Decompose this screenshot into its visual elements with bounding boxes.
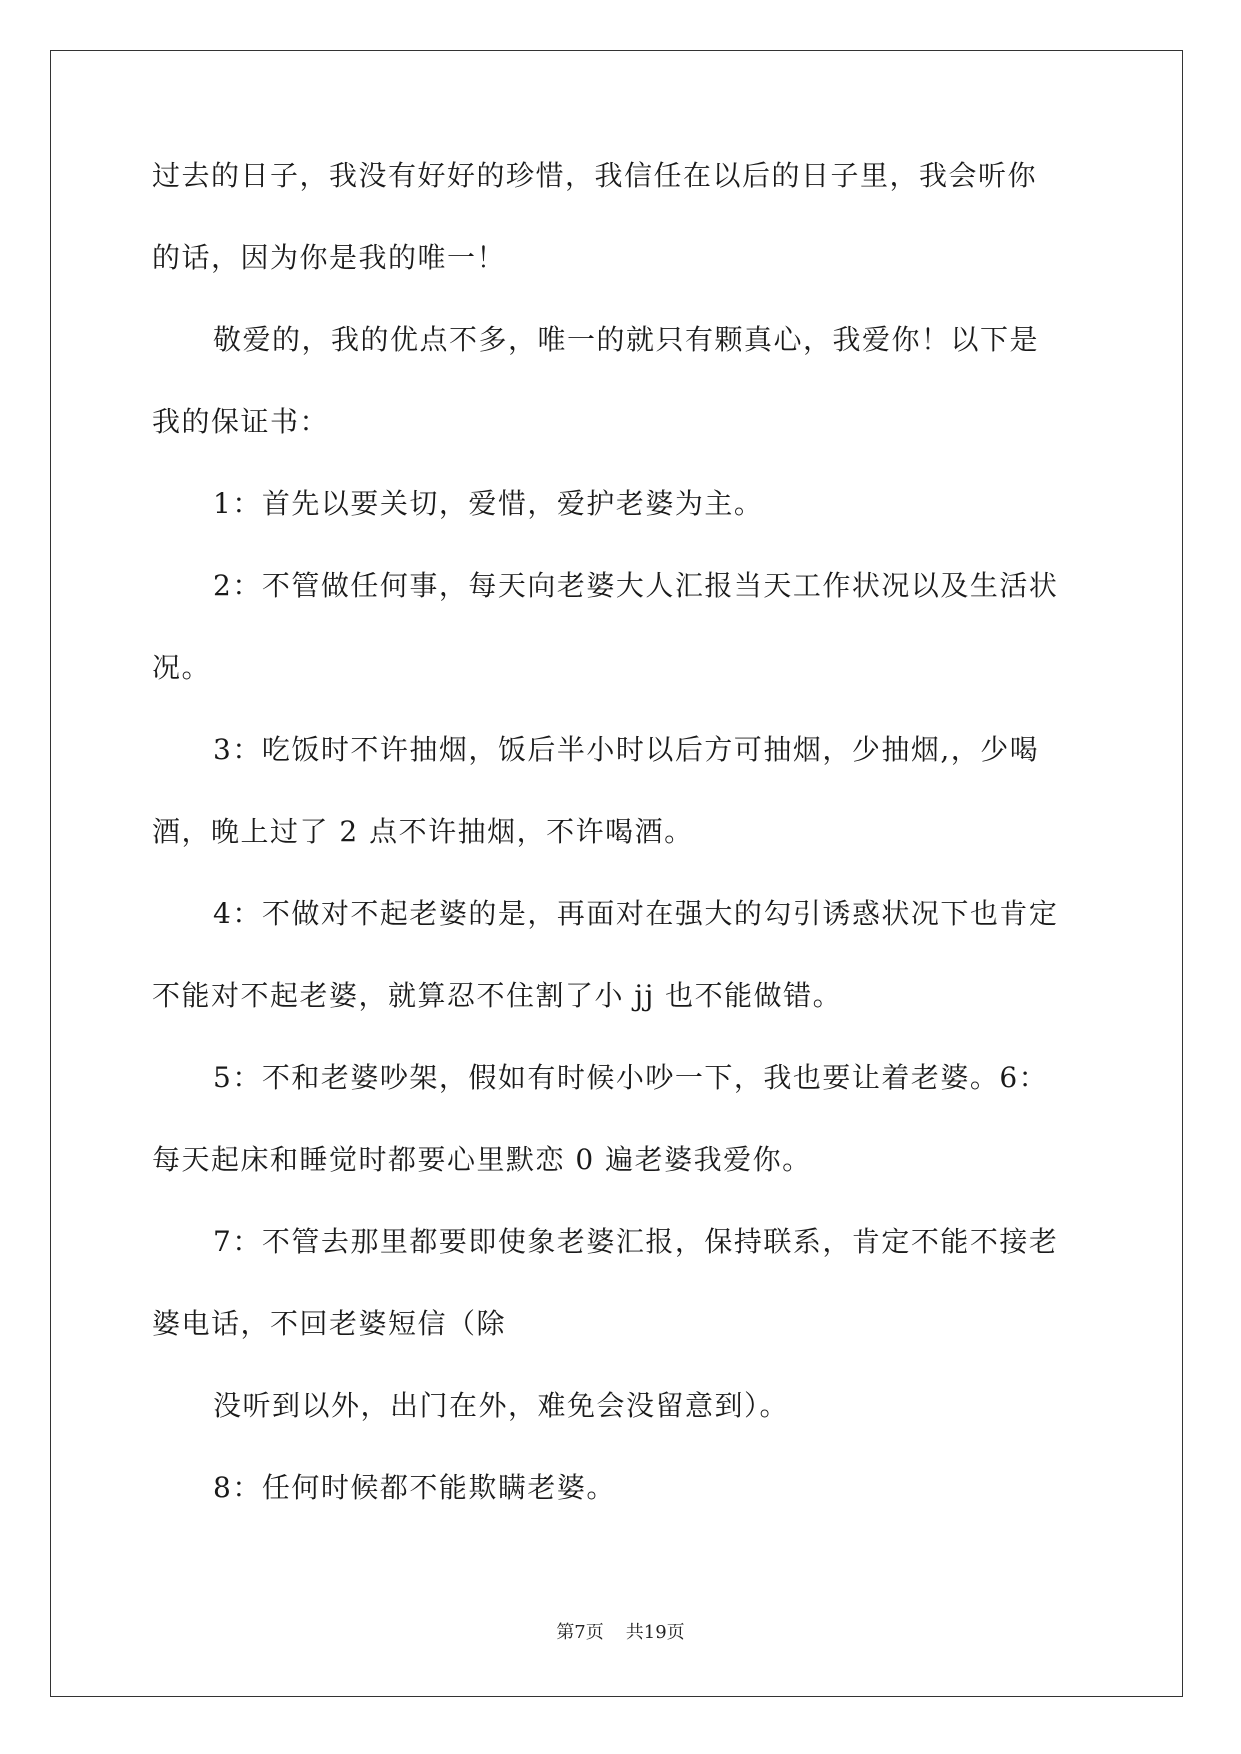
- text-line: 敬爱的，我的优点不多，唯一的就只有颗真心，我爱你！以下是: [213, 323, 1040, 356]
- text-line: 我的保证书：: [152, 405, 330, 438]
- page-footer: [0, 1618, 1241, 1644]
- text-line: 4：不做对不起老婆的是，再面对在强大的勾引诱惑状况下也肯定: [213, 897, 1059, 930]
- text-line: 的话，因为你是我的唯一！: [152, 241, 507, 274]
- text-line: 过去的日子，我没有好好的珍惜，我信任在以后的日子里，我会听你: [152, 159, 1038, 192]
- text-line: 婆电话，不回老婆短信（除: [152, 1307, 507, 1340]
- page-number: 第7页: [556, 1622, 604, 1643]
- text-line: 不能对不起老婆，就算忍不住割了小 jj 也不能做错。: [152, 979, 843, 1012]
- text-line: 1：首先以要关切，爱惜，爱护老婆为主。: [213, 487, 764, 520]
- text-line: 2：不管做任何事，每天向老婆大人汇报当天工作状况以及生活状: [213, 569, 1059, 602]
- text-line: 3：吃饭时不许抽烟，饭后半小时以后方可抽烟，少抽烟,，少喝: [213, 733, 1040, 766]
- document-body: [152, 159, 1092, 1556]
- text-line: 5：不和老婆吵架，假如有时候小吵一下，我也要让着老婆。6：: [213, 1061, 1049, 1094]
- text-line: 况。: [152, 651, 212, 684]
- text-line: 没听到以外，出门在外，难免会没留意到）。: [213, 1389, 790, 1422]
- page-total: 共19页: [625, 1622, 685, 1643]
- text-line: 每天起床和睡觉时都要心里默恋 0 遍老婆我爱你。: [152, 1143, 812, 1176]
- text-line: 酒，晚上过了 2 点不许抽烟，不许喝酒。: [152, 815, 694, 848]
- text-line: 7：不管去那里都要即使象老婆汇报，保持联系，肯定不能不接老: [213, 1225, 1059, 1258]
- text-line: 8：任何时候都不能欺瞒老婆。: [213, 1471, 616, 1504]
